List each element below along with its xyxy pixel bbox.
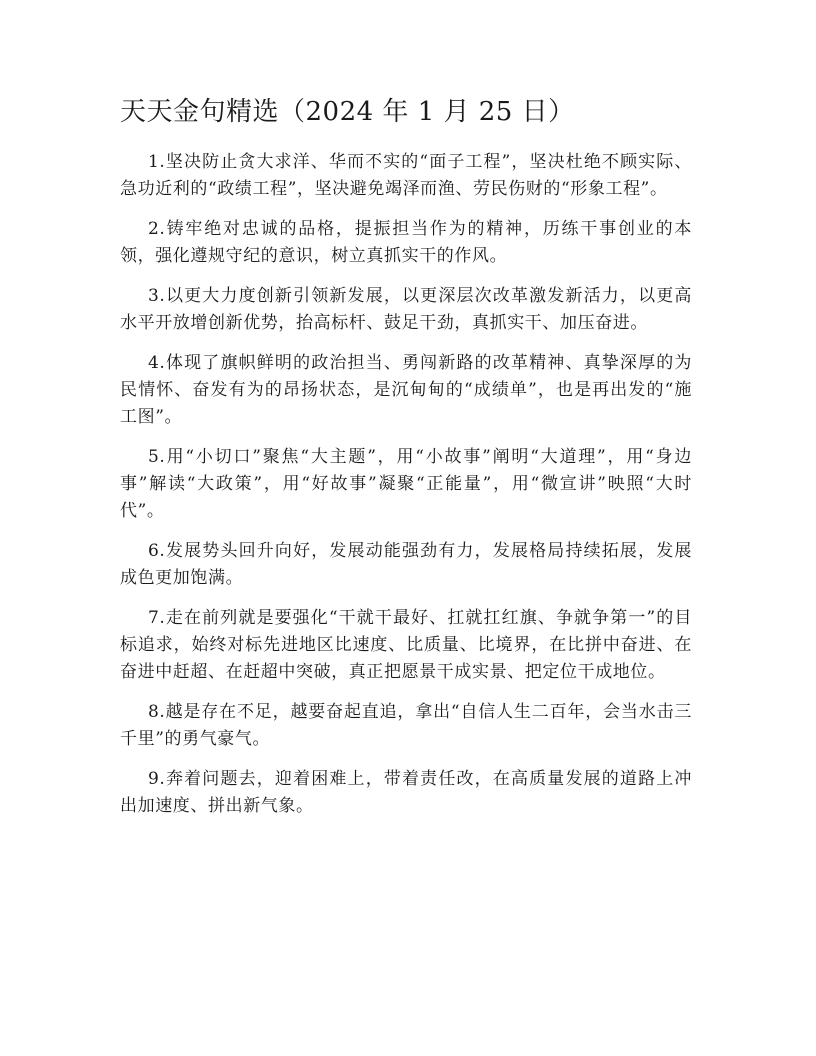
- quote-item-8: 8.越是存在不足，越要奋起直追，拿出“自信人生二百年，会当水击三千里”的勇气豪气。: [120, 702, 692, 749]
- quote-item-7: 7.走在前列就是要强化“干就干最好、扛就扛红旗、争就争第一”的目标追求，始终对标先进地区比速度、比质量、比境界，在比拼中奋进、在奋进中赶超、在赶超中突破，真正把愿景干成实景、把定位干成地位。: [120, 608, 692, 682]
- quote-item-3: 3.以更大力度创新引领新发展，以更深层次改革激发新活力，以更高水平开放增创新优势，抬高标杆、鼓足干劲，真抓实干、加压奋进。: [120, 286, 692, 333]
- quote-item-9: 9.奔着问题去，迎着困难上，带着责任改，在高质量发展的道路上冲出加速度、拼出新气象。: [120, 769, 692, 816]
- quote-item-4: 4.体现了旗帜鲜明的政治担当、勇闯新路的改革精神、真挚深厚的为民情怀、奋发有为的昂扬状态，是沉甸甸的“成绩单”，也是再出发的“施工图”。: [120, 353, 692, 427]
- quote-item-6: 6.发展势头回升向好，发展动能强劲有力，发展格局持续拓展，发展成色更加饱满。: [120, 541, 692, 588]
- quote-item-5: 5.用“小切口”聚焦“大主题”，用“小故事”阐明“大道理”，用“身边事”解读“大政策”，用“好故事”凝聚“正能量”，用“微宣讲”映照“大时代”。: [120, 447, 692, 521]
- quote-item-2: 2.铸牢绝对忠诚的品格，提振担当作为的精神，历练干事创业的本领，强化遵规守纪的意识，树立真抓实干的作风。: [120, 219, 692, 266]
- page-title: 天天金句精选（2024 年 1 月 25 日）: [120, 97, 575, 127]
- quote-item-1: 1.坚决防止贪大求洋、华而不实的“面子工程”，坚决杜绝不顾实际、急功近利的“政绩工程”，坚决避免竭泽而渔、劳民伤财的“形象工程”。: [120, 152, 692, 199]
- quote-list: [120, 149, 692, 833]
